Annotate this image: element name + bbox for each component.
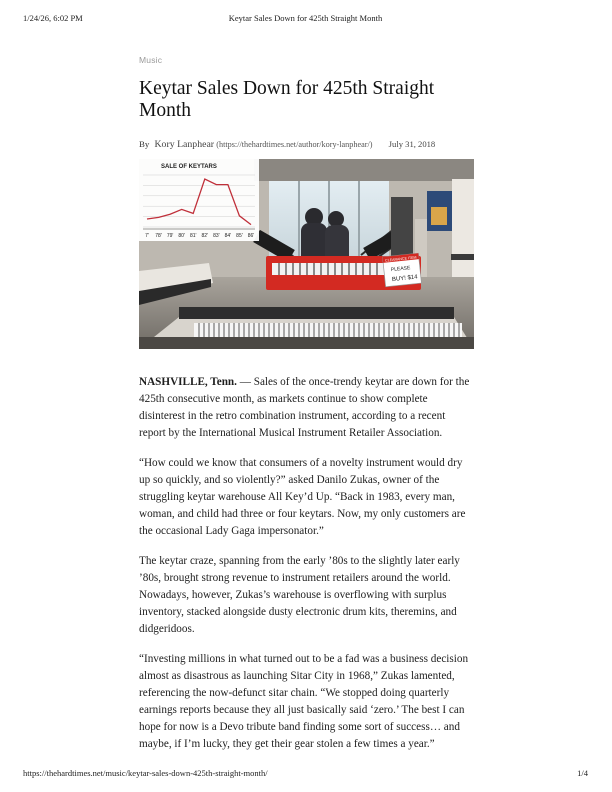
paragraph-2: “How could we know that consumers of a novelty instrument would dry up so quickly, and so violently?” asked Danilo Zukas, owner of the struggling keytar warehouse All Key’d Up. “Back in 1983, every man, woman, and child had three or four keytars. Now, my only customers are the occasional Lady Gaga impersonator.” xyxy=(139,457,466,537)
article xyxy=(139,55,474,766)
chart-year-label: 78' xyxy=(155,233,162,239)
sign-line1: PLEASE xyxy=(390,265,411,274)
paragraph-3: The keytar craze, spanning from the early ’80s to the slightly later early ’80s, brought strong revenue to instrument retailers around the world. Nowadays, however, Zukas’s warehouse is overflowing with surplus inventory, stacked alongside dusty electronic drum kits, theremins, and didgeridoos. xyxy=(139,555,460,635)
print-doc-title: Keytar Sales Down for 425th Straight Month xyxy=(228,13,383,23)
chart-year-label: 82' xyxy=(201,233,209,239)
chart-year-label: 86' xyxy=(247,233,255,239)
chart-year-label: 83' xyxy=(213,233,220,239)
sign-line2: BUY! $14 xyxy=(391,274,418,284)
hero-image xyxy=(139,159,474,349)
clearance-sign xyxy=(383,253,422,287)
chart-year-label: 84' xyxy=(224,233,232,239)
sign-title: CLEARANCE ITEM xyxy=(384,255,417,263)
paragraph-1-text: — Sales of the once-trendy keytar are down for the 425th consecutive month, as markets continue to show complete disinterest in the retro combination instrument, according to a recent report by the International Musical Instrument Retailer Association. xyxy=(139,376,470,439)
chart-year-label: 81' xyxy=(189,233,197,239)
publish-date: July 31, 2018 xyxy=(388,139,436,149)
author-url: (https://thehardtimes.net/author/kory-lanphear/) xyxy=(216,140,373,149)
page-number: 1/4 xyxy=(577,768,588,778)
category-link[interactable]: Music xyxy=(139,55,163,65)
chart-year-label: 7' xyxy=(145,233,149,239)
chart-year-label: 79' xyxy=(166,233,174,239)
chart-title: SALE OF KEYTARS xyxy=(161,164,217,170)
chart-year-label: 85' xyxy=(236,233,243,239)
print-footer xyxy=(23,768,588,778)
byline xyxy=(139,138,474,151)
dateline: NASHVILLE, Tenn. xyxy=(139,376,237,388)
print-header xyxy=(23,13,588,25)
article-title: Keytar Sales Down for 425th Straight Month xyxy=(139,78,435,121)
sales-chart xyxy=(139,159,259,241)
paragraph-1 xyxy=(139,374,474,442)
byline-prefix: By xyxy=(139,139,150,149)
chart-year-label: 80' xyxy=(178,233,185,239)
author-link[interactable]: Kory Lanphear xyxy=(154,139,215,150)
print-datetime: 1/24/26, 6:02 PM xyxy=(23,13,83,23)
print-url: https://thehardtimes.net/music/keytar-sales-down-425th-straight-month/ xyxy=(23,768,268,778)
paragraph-4: “Investing millions in what turned out to be a fad was a business decision almost as disastrous as launching Sitar City in 1968,” Zukas lamented, referencing the now-defunct sitar chain. “We stopped doing quarterly earnings reports because they all just basically said ‘zero.’ The best I can hope for now is a Devo tribute band finding some sort of success… and maybe, if I’m lucky, they get their gear stolen a few times a year.” xyxy=(139,653,469,750)
hero-photo xyxy=(139,159,474,349)
